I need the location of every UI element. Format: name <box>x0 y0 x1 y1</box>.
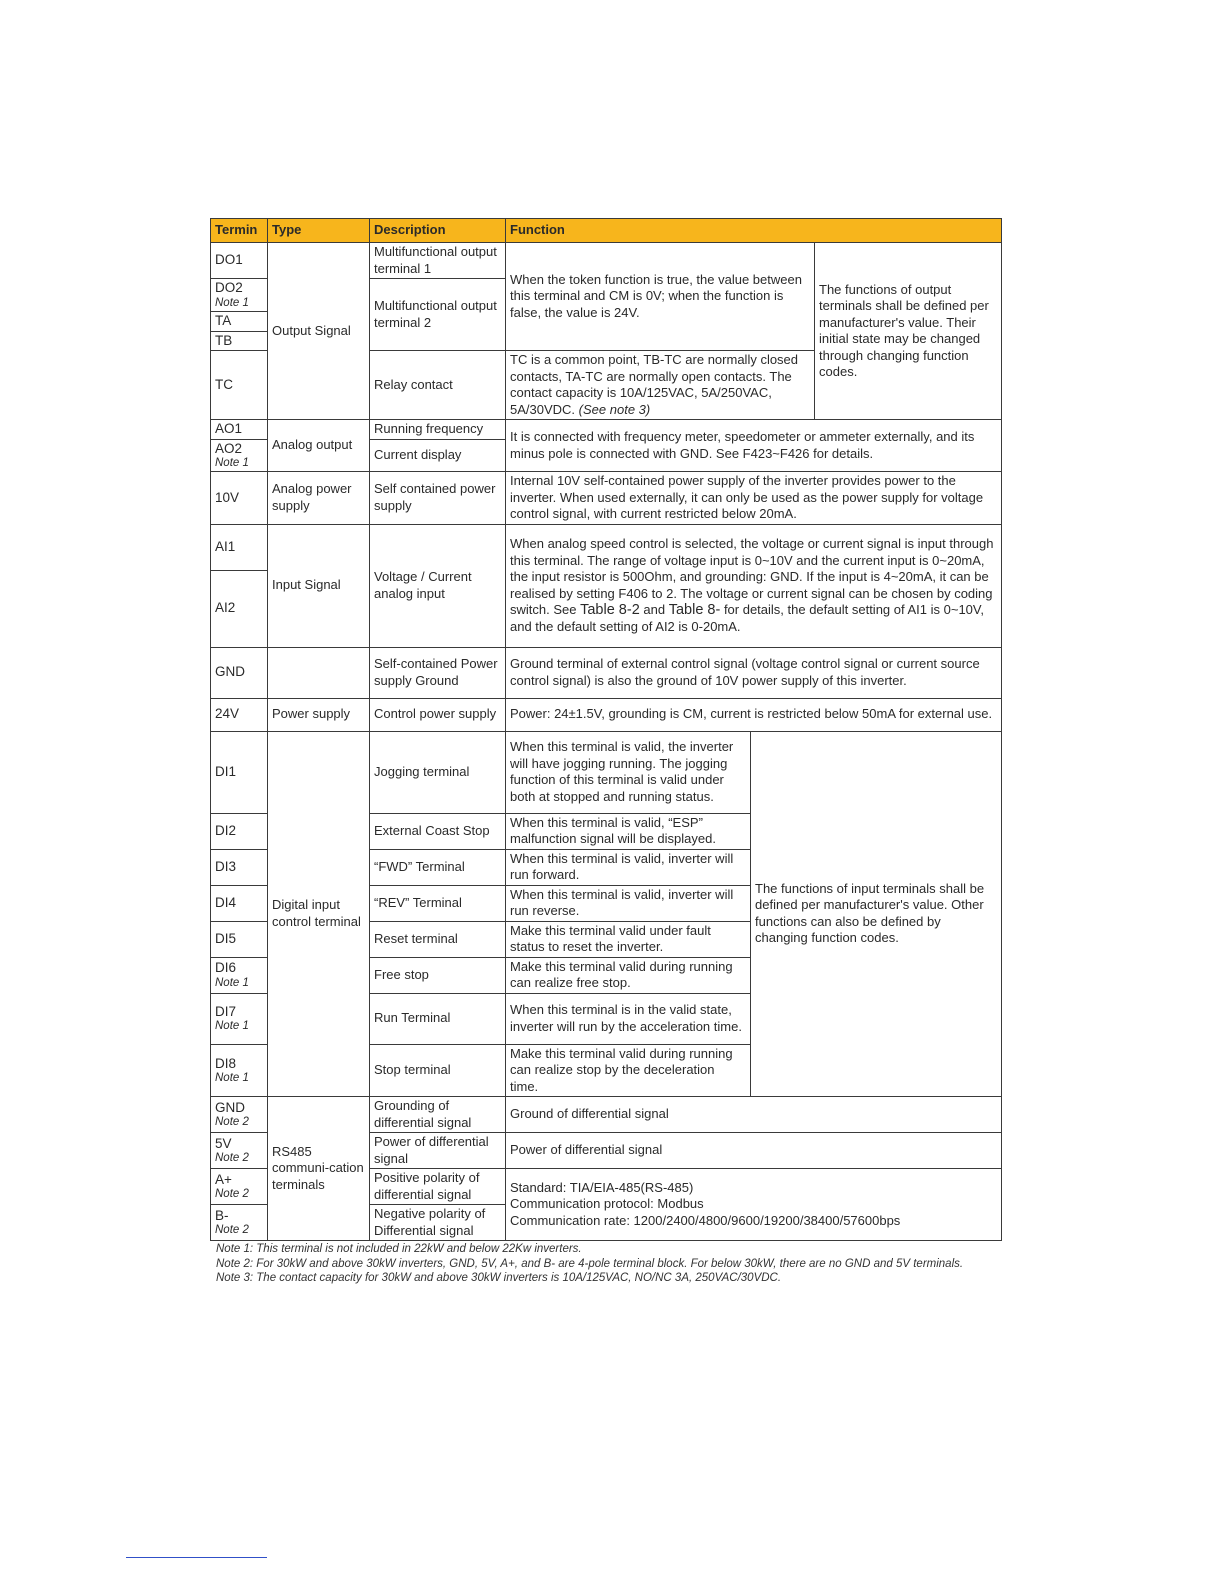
terminal-rs485-a-note: Note 2 <box>215 1188 249 1201</box>
desc-do1: Multifunctional output terminal 1 <box>370 243 506 279</box>
terminal-rs485-b <box>211 1205 268 1241</box>
terminal-rs485-5v-note: Note 2 <box>215 1152 249 1165</box>
type-input-signal: Input Signal <box>268 524 370 647</box>
terminal-10v: 10V <box>211 472 268 525</box>
footnote-2: Note 2: For 30kW and above 30kW inverters, GND, 5V, A+, and B- are 4-pole terminal block. For below 30kW, there are no GND and 5V terminals. <box>216 1257 964 1270</box>
table-row <box>211 647 1002 698</box>
desc-relay: Relay contact <box>370 351 506 420</box>
func-digital-side: The functions of input terminals shall be defined per manufacturer's value. Other functions can also be defined by changing function codes. <box>751 731 1002 1097</box>
terminal-ao2-note: Note 1 <box>215 457 249 469</box>
func-rs485-gnd: Ground of differential signal <box>506 1097 1002 1133</box>
func-di1: When this terminal is valid, the inverter will have jogging running. The jogging function of this terminal is valid under both at stopped and running status. <box>506 731 751 813</box>
table-footnotes <box>210 1242 1001 1286</box>
terminal-rs485-gnd-label: GND <box>215 1099 245 1115</box>
func-ai-ref2: Table 8- <box>668 602 721 618</box>
desc-rs485-5v: Power of differential signal <box>370 1133 506 1169</box>
func-di8: Make this terminal valid during running can realize stop by the deceleration time. <box>506 1044 751 1097</box>
table-header-row <box>211 219 1002 243</box>
footnote-3: Note 3: The contact capacity for 30kW and above 30kW inverters is 10A/125VAC, NO/NC 3A, 250VAC/30VDC. <box>216 1272 782 1284</box>
terminal-spec-table <box>210 218 1002 1241</box>
type-analog-output: Analog output <box>268 420 370 472</box>
type-analog-power: Analog power supply <box>268 472 370 525</box>
terminal-di8-label: DI8 <box>215 1055 237 1071</box>
terminal-ao2 <box>211 439 268 472</box>
terminal-tc: TC <box>211 351 268 420</box>
desc-di2: External Coast Stop <box>370 813 506 849</box>
func-di5: Make this terminal valid under fault status to reset the inverter. <box>506 921 751 957</box>
func-ai-and: and <box>643 602 666 617</box>
func-analog-output: It is connected with frequency meter, speedometer or ammeter externally, and its minus pole is connected with GND. See F423~F426 for details. <box>506 420 1002 472</box>
desc-rs485-b: Negative polarity of Differential signal <box>370 1205 506 1241</box>
func-di3: When this terminal is valid, inverter will run forward. <box>506 849 751 885</box>
func-rs485-protocol: Communication protocol: Modbus <box>510 1196 704 1212</box>
func-ai-text-a: When analog speed control is selected, the voltage or current signal is input through this terminal. The range of voltage input is 0~10V and the current input is 0~20mA, the input resistor is 500Ohm, and grounding: GND. If the input is 4~20mA, it can be realised by setting F406 to 2. The voltage or current signal can be chosen by coding switch. See <box>510 536 994 617</box>
terminal-di6 <box>211 957 268 993</box>
func-relay <box>506 351 815 420</box>
terminal-di4: DI4 <box>211 885 268 921</box>
terminal-tb: TB <box>211 331 268 351</box>
footnote-separator-line <box>126 1557 267 1558</box>
terminal-di5: DI5 <box>211 921 268 957</box>
terminal-di3: DI3 <box>211 849 268 885</box>
type-rs485: RS485 communi-cation terminals <box>268 1097 370 1241</box>
desc-di5: Reset terminal <box>370 921 506 957</box>
func-10v: Internal 10V self-contained power supply of the inverter provides power to the inverter. When used externally, it can only be used as the power supply for voltage control signal, with current restricted below 20mA. <box>506 472 1002 525</box>
func-token: When the token function is true, the value between this terminal and CM is 0V; when the function is false, the value is 24V. <box>506 243 815 351</box>
terminal-do2 <box>211 279 268 312</box>
desc-ao2: Current display <box>370 439 506 472</box>
desc-rs485-gnd: Grounding of differential signal <box>370 1097 506 1133</box>
terminal-di8-note: Note 1 <box>215 1072 249 1084</box>
table-row <box>211 472 1002 525</box>
terminal-ao2-label: AO2 <box>215 440 243 456</box>
terminal-di7-label: DI7 <box>215 1003 237 1019</box>
desc-di7: Run Terminal <box>370 993 506 1044</box>
func-ai-text-b: for details, the default setting of AI1 is 0~10V, and the default setting of AI2 is 0-20mA. <box>510 602 984 634</box>
desc-di1: Jogging terminal <box>370 731 506 813</box>
func-di4: When this terminal is valid, inverter will run reverse. <box>506 885 751 921</box>
type-output-signal: Output Signal <box>268 243 370 420</box>
desc-ao1: Running frequency <box>370 420 506 440</box>
table-row <box>211 243 1002 279</box>
terminal-rs485-a-label: A+ <box>215 1171 232 1187</box>
desc-10v: Self contained power supply <box>370 472 506 525</box>
desc-analog-input: Voltage / Current analog input <box>370 524 506 647</box>
terminal-do1: DO1 <box>211 243 268 279</box>
terminal-ta: TA <box>211 312 268 332</box>
terminal-rs485-a <box>211 1169 268 1205</box>
terminal-di7 <box>211 993 268 1044</box>
header-terminal: Termin <box>211 219 268 243</box>
desc-di6: Free stop <box>370 957 506 993</box>
func-di6: Make this terminal valid during running can realize free stop. <box>506 957 751 993</box>
terminal-rs485-gnd-note: Note 2 <box>215 1116 249 1129</box>
desc-do2: Multifunctional output terminal 2 <box>370 279 506 351</box>
terminal-do2-note: Note 1 <box>215 296 249 309</box>
header-function: Function <box>506 219 1002 243</box>
terminal-rs485-gnd <box>211 1097 268 1133</box>
type-power-supply: Power supply <box>268 698 370 731</box>
terminal-di2: DI2 <box>211 813 268 849</box>
terminal-di7-note: Note 1 <box>215 1020 249 1033</box>
type-digital-input: Digital input control terminal <box>268 731 370 1097</box>
desc-di8: Stop terminal <box>370 1044 506 1097</box>
func-relay-text: TC is a common point, TB-TC are normally closed contacts, TA-TC are normally open contacts. The contact capacity is 10A/125VAC, 5A/250VAC, 5A/30VDC. <box>510 352 799 417</box>
header-description: Description <box>370 219 506 243</box>
table-row <box>211 1097 1002 1133</box>
terminal-gnd: GND <box>211 647 268 698</box>
terminal-do2-label: DO2 <box>215 280 243 296</box>
func-di2: When this terminal is valid, “ESP” malfunction signal will be displayed. <box>506 813 751 849</box>
terminal-ai1: AI1 <box>211 524 268 570</box>
func-24v: Power: 24±1.5V, grounding is CM, current is restricted below 50mA for external use. <box>506 698 1002 731</box>
desc-di3: “FWD” Terminal <box>370 849 506 885</box>
func-rs485-5v: Power of differential signal <box>506 1133 1002 1169</box>
terminal-di8 <box>211 1044 268 1097</box>
terminal-24v: 24V <box>211 698 268 731</box>
desc-di4: “REV” Terminal <box>370 885 506 921</box>
func-relay-note: (See note 3) <box>578 401 651 417</box>
terminal-rs485-5v <box>211 1133 268 1169</box>
terminal-rs485-b-note: Note 2 <box>215 1224 249 1237</box>
terminal-di6-note: Note 1 <box>215 976 249 989</box>
func-rs485-comm <box>506 1169 1002 1241</box>
terminal-di6-label: DI6 <box>215 960 237 976</box>
table-row <box>211 731 1002 813</box>
terminal-ao1: AO1 <box>211 420 268 440</box>
func-gnd: Ground terminal of external control signal (voltage control signal or current source control signal) is also the ground of 10V power supply of this inverter. <box>506 647 1002 698</box>
func-rs485-rate: Communication rate: 1200/2400/4800/9600/19200/38400/57600bps <box>510 1212 901 1228</box>
terminal-rs485-5v-label: 5V <box>215 1135 232 1151</box>
type-gnd <box>268 647 370 698</box>
footnote-1: Note 1: This terminal is not included in 22kW and below 22Kw inverters. <box>216 1243 582 1255</box>
desc-24v: Control power supply <box>370 698 506 731</box>
func-ai-ref1: Table 8-2 <box>580 602 640 618</box>
func-di7: When this terminal is in the valid state, inverter will run by the acceleration time. <box>506 993 751 1044</box>
func-output-side: The functions of output terminals shall be defined per manufacturer's value. Their initial state may be changed through changing function codes. <box>815 243 1002 420</box>
func-rs485-standard: Standard: TIA/EIA-485(RS-485) <box>510 1179 694 1195</box>
terminal-rs485-b-label: B- <box>215 1207 229 1223</box>
table-row <box>211 524 1002 570</box>
table-row <box>211 420 1002 440</box>
document-page <box>210 218 1001 1286</box>
desc-rs485-a: Positive polarity of differential signal <box>370 1169 506 1205</box>
table-row <box>211 698 1002 731</box>
func-analog-input <box>506 524 1002 647</box>
terminal-di1: DI1 <box>211 731 268 813</box>
terminal-ai2: AI2 <box>211 570 268 647</box>
desc-gnd: Self-contained Power supply Ground <box>370 647 506 698</box>
header-type: Type <box>268 219 370 243</box>
